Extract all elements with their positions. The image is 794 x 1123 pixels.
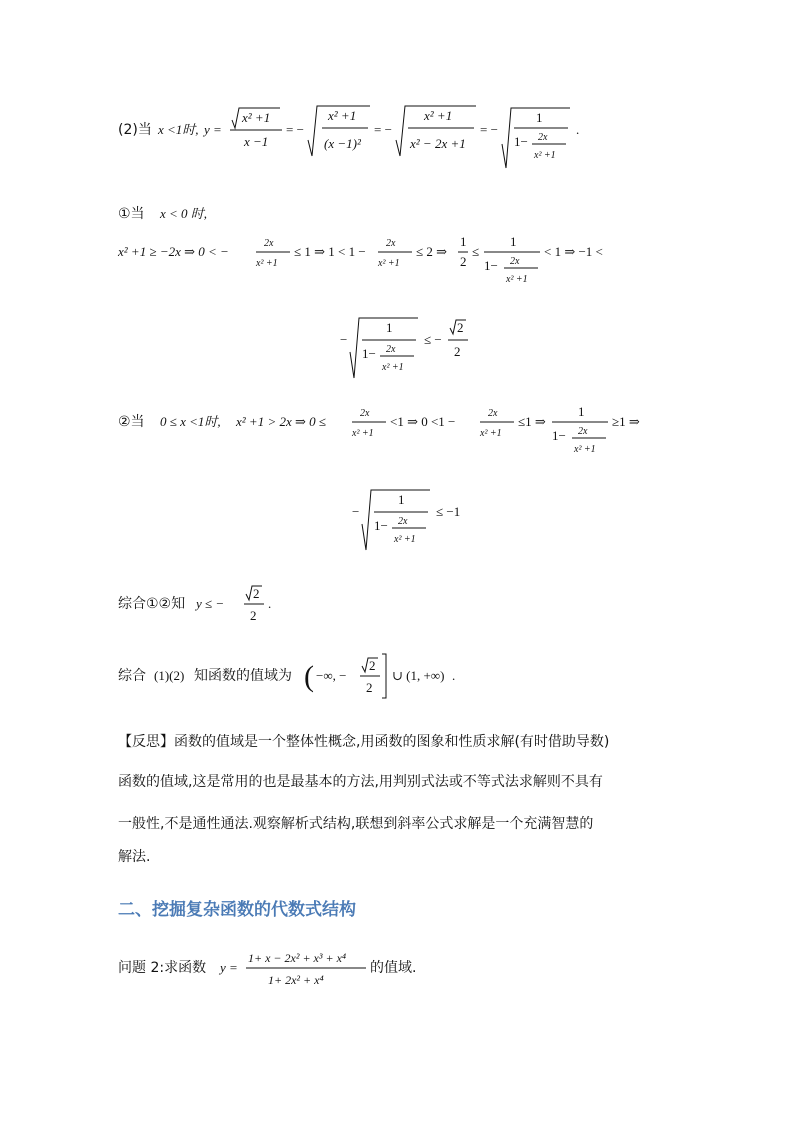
section-heading: 二、挖掘复杂函数的代数式结构 xyxy=(118,900,356,920)
case2-tail: ≥1 ⇒ xyxy=(612,414,640,429)
case1-result-den-num: 2x xyxy=(386,344,396,355)
case1-condition: x < 0 时, xyxy=(160,206,208,221)
combine2-open-paren: ( xyxy=(304,660,314,693)
case1-result-den-den: x² +1 xyxy=(382,362,404,373)
case1-big-den-den: x² +1 xyxy=(506,274,528,285)
part2-eq3: = − xyxy=(480,122,498,137)
combine2-text: 综合 xyxy=(118,668,146,684)
case1-sqrt2: 2 xyxy=(457,320,464,335)
case2-condition: 0 ≤ x <1时, xyxy=(160,414,221,429)
combine2-end: . xyxy=(452,668,456,683)
problem2-den: 1+ 2x² + x⁴ xyxy=(268,973,324,987)
case1-mid2: ≤ 2 ⇒ xyxy=(416,244,448,259)
combine1-text: 综合①②知 xyxy=(118,596,186,612)
case2-big-num: 1 xyxy=(578,404,585,419)
case2-frac1-den: x² +1 xyxy=(352,428,374,439)
part2-num1: x² +1 xyxy=(242,110,271,125)
case2-result xyxy=(352,484,492,556)
case1-inequality-chain xyxy=(118,232,638,298)
combine1-line xyxy=(118,580,318,624)
case1-tail: < 1 ⇒ −1 < xyxy=(544,244,603,259)
case1-leq: ≤ xyxy=(472,244,480,259)
part2-den2: (x −1)² xyxy=(324,136,361,151)
part2-num4: 1 xyxy=(536,110,543,125)
combine1-den: 2 xyxy=(250,608,257,623)
case2-inequality-chain xyxy=(118,400,678,466)
combine2-den: 2 xyxy=(366,680,373,695)
case1-frac2-num: 2x xyxy=(386,238,396,249)
part2-den4-num: 2x xyxy=(538,132,548,143)
case1-mid: ≤ 1 ⇒ 1 < 1 − xyxy=(294,244,366,259)
case1-frac2-den: x² +1 xyxy=(378,258,400,269)
case2-label: ②当 xyxy=(118,414,145,430)
combine2-union: ∪ (1, +∞) xyxy=(392,668,445,683)
case1-result-minus: − xyxy=(340,332,348,347)
part2-prefix: (2)当 xyxy=(118,122,152,138)
case2-mid2: ≤1 ⇒ xyxy=(518,414,546,429)
reflection-line-1: 【反思】函数的值域是一个整体性概念,用函数的图象和性质求解(有时借助导数) xyxy=(118,734,610,750)
case2-frac2-num: 2x xyxy=(488,408,498,419)
combine2-interval-a: −∞, − xyxy=(316,668,347,683)
problem2-num: 1+ x − 2x² + x³ + x⁴ xyxy=(248,951,347,965)
part2-num2: x² +1 xyxy=(328,108,357,123)
problem2-line xyxy=(118,946,458,992)
reflection-line-3: 一般性,不是通性通法.观察解析式结构,联想到斜率公式求解是一个充满智慧的 xyxy=(118,816,594,832)
combine2-parts: (1)(2) xyxy=(154,668,185,683)
case1-result-num: 1 xyxy=(386,320,393,335)
case2-big-den-den: x² +1 xyxy=(574,444,596,455)
case1-label: ①当 xyxy=(118,206,145,222)
problem2-suffix: 的值域. xyxy=(370,960,417,976)
part2-equation xyxy=(118,100,598,172)
case2-line1: x² +1 > 2x ⇒ 0 ≤ xyxy=(236,414,327,429)
case2-result-den-den: x² +1 xyxy=(394,534,416,545)
case2-result-den-a: 1− xyxy=(374,518,388,533)
case1-half-num: 1 xyxy=(460,234,467,249)
case1-frac1-den: x² +1 xyxy=(256,258,278,269)
case2-big-den-num: 2x xyxy=(578,426,588,437)
case2-result-leq: ≤ −1 xyxy=(436,504,461,519)
combine1-end: . xyxy=(268,596,272,611)
part2-y-eq: y = xyxy=(204,122,222,137)
part2-num3: x² +1 xyxy=(424,108,453,123)
combine2-sqrt2: 2 xyxy=(369,658,376,673)
case1-sqrt2-den: 2 xyxy=(454,344,461,359)
case1-result-leq: ≤ − xyxy=(424,332,442,347)
reflection-line-4: 解法. xyxy=(118,849,151,865)
part2-den3: x² − 2x +1 xyxy=(410,136,466,151)
case2-result-num: 1 xyxy=(398,492,405,507)
case2-mid: <1 ⇒ 0 <1 − xyxy=(390,414,456,429)
problem2-y-eq: y = xyxy=(220,960,238,975)
case1-result xyxy=(340,312,500,384)
case1-half-den: 2 xyxy=(460,254,467,269)
case2-frac1-num: 2x xyxy=(360,408,370,419)
case2-result-minus: − xyxy=(352,504,360,519)
combine2-text2: 知函数的值域为 xyxy=(194,668,292,684)
part2-den1: x −1 xyxy=(244,134,269,149)
combine1-sqrt2: 2 xyxy=(253,586,260,601)
combine1-y: y ≤ − xyxy=(196,596,225,611)
combine2-line xyxy=(118,650,518,702)
case1-heading xyxy=(118,200,318,224)
case1-big-den-num: 2x xyxy=(510,256,520,267)
part2-end: . xyxy=(576,122,580,137)
part2-den4-den: x² +1 xyxy=(534,150,556,161)
case2-big-den-a: 1− xyxy=(552,428,566,443)
case1-line1: x² +1 ≥ −2x ⇒ 0 < − xyxy=(118,244,229,259)
part2-eq1: = − xyxy=(286,122,304,137)
case1-frac1-num: 2x xyxy=(264,238,274,249)
part2-den4-a: 1− xyxy=(514,134,528,149)
part2-eq2: = − xyxy=(374,122,392,137)
reflection-line-2: 函数的值域,这是常用的也是最基本的方法,用判别式法或不等式法求解则不具有 xyxy=(118,774,603,790)
part2-condition: x <1时, xyxy=(158,122,199,137)
case1-big-den-a: 1− xyxy=(484,258,498,273)
case2-result-den-num: 2x xyxy=(398,516,408,527)
case2-frac2-den: x² +1 xyxy=(480,428,502,439)
case1-big-num: 1 xyxy=(510,234,517,249)
case1-result-den-a: 1− xyxy=(362,346,376,361)
problem2-prefix: 问题 2:求函数 xyxy=(118,960,207,976)
